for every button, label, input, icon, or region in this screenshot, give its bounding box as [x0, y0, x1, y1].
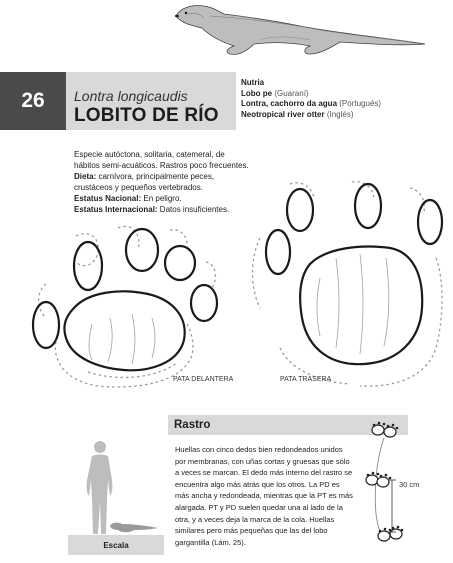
- national-status-label: Estatus Nacional:: [74, 194, 142, 203]
- trail-print-pair-top: [372, 422, 398, 437]
- scientific-name: Lontra longicaudis: [74, 88, 188, 104]
- common-name: LOBITO DE RÍO: [74, 105, 219, 126]
- front-paw-caption: PATA DELANTERA: [173, 376, 234, 383]
- otter-scale-silhouette: [108, 518, 160, 536]
- species-number: 26: [0, 72, 66, 130]
- international-status-label: Estatus Internacional:: [74, 205, 158, 214]
- description-intro: Especie autóctona, solitaria, catemeral, de hábitos semi-acuáticos. Rastros poco frecuentes.: [74, 150, 249, 170]
- rear-paw-caption: PATA TRASERA: [280, 376, 332, 383]
- distance-label: 30 cm: [399, 480, 420, 489]
- alt-name-1: Nutria: [241, 78, 265, 87]
- rastro-heading: Rastro: [168, 415, 408, 435]
- rear-paw-print: [240, 178, 450, 390]
- international-status: Datos insuficientes.: [157, 205, 230, 214]
- diet-text: carnívora, principalmente peces, crustáceos y pequeños vertebrados.: [74, 172, 215, 192]
- trail-print-pair-middle: [366, 472, 391, 487]
- otter-illustration: [170, 2, 432, 62]
- diet-label: Dieta:: [74, 172, 97, 181]
- trail-print-pair-bottom: [378, 526, 403, 541]
- alt-name-3: Lontra, cachorro da agua (Portugués): [241, 99, 382, 108]
- alt-name-4: Neotropical river otter (Inglés): [241, 109, 354, 119]
- alt-name-2: Lobo pe (Guaraní): [241, 88, 309, 98]
- national-status: En peligro.: [141, 194, 182, 203]
- rastro-description: Huellas con cinco dedos bien redondeados unidos por membranas, con uñas cortas y gruesas que sólo a veces se marcan. El dedo más interno del rastro se encuentra algo más atrás que los otros. La PD es más ancha y redondeada, mientras que la PT es más alargada. PT y PD suelen quedar una al lado de la otra, y a veces deja la marca de la cola. Huellas similares pero más pequeñas que las del lobo gargantilla (Lám. 25).: [175, 445, 353, 547]
- species-description: [74, 149, 252, 215]
- alternative-names: [236, 72, 453, 130]
- front-paw-print: [28, 222, 228, 392]
- scale-label: Escala: [68, 535, 164, 555]
